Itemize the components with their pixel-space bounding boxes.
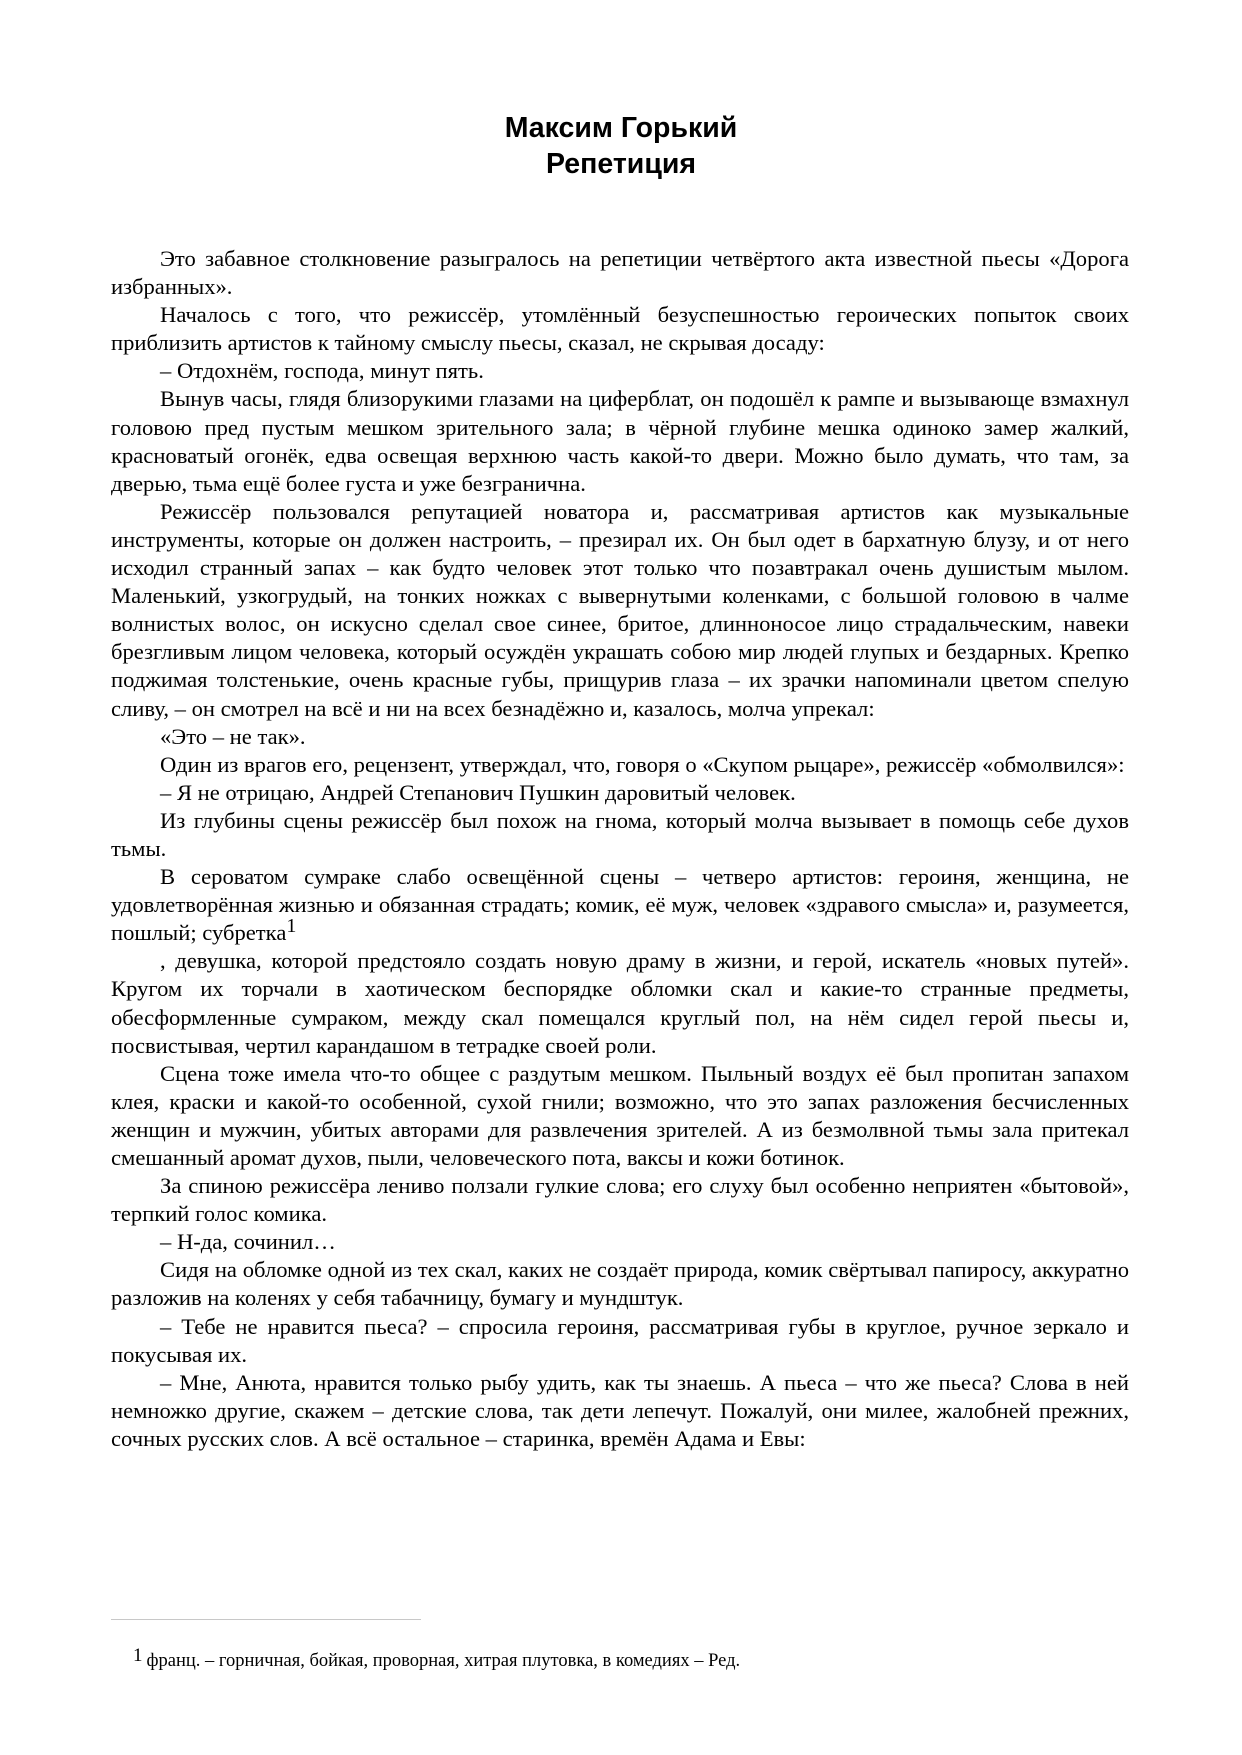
paragraph: – Я не отрицаю, Андрей Степанович Пушкин даровитый человек. (160, 779, 796, 805)
footnote-divider (111, 1619, 421, 1620)
paragraph: – Мне, Анюта, нравится только рыбу удить, как ты знаешь. А пьеса – что же пьеса? Слова в ней немножко другие, скажем – детские слова, так дети лепечут. Пожалуй, они милее, жалобней прежних, сочных русских слов. А всё остальное – старинка, времён Адама и Евы: (111, 1369, 1129, 1451)
paragraph: – Тебе не нравится пьеса? – спросила героиня, рассматривая губы в круглое, ручное зеркало и покусывая их. (111, 1313, 1129, 1367)
paragraph: Один из врагов его, рецензент, утверждал, что, говоря о «Скупом рыцаре», режиссёр «обмолвился»: (160, 751, 1125, 777)
work-title: Репетиция (546, 148, 696, 180)
paragraph: Вынув часы, глядя близорукими глазами на циферблат, он подошёл к рампе и вызывающе взмахнул головою пред пустым мешком зрительного зала; в чёрной глубине мешка одиноко замер жалкий, красноватый огонёк, едва освещая верхнюю часть какой-то двери. Можно было думать, что там, за дверью, тьма ещё более густа и уже безгранична. (111, 386, 1129, 496)
paragraph: Сидя на обломке одной из тех скал, каких не создаёт природа, комик свёртывал папиросу, аккуратно разложив на коленях у себя табачницу, бумагу и мундштук. (111, 1257, 1129, 1311)
footnote-mark: 1 (133, 1645, 143, 1666)
paragraph: За спиною режиссёра лениво ползали гулкие слова; его слуху был особенно неприятен «бытовой», терпкий голос комика. (111, 1173, 1129, 1227)
paragraph-text: В сероватом сумраке слабо освещённой сцены – четверо артистов: героиня, женщина, не удовлетворённая жизнью и обязанная страдать; комик, её муж, человек «здравого смысла» и, разумеется, пошлый; субретка (111, 864, 1129, 946)
paragraph: – Отдохнём, господа, минут пять. (160, 358, 484, 384)
paragraph: Началось с того, что режиссёр, утомлённый безуспешностью героических попыток своих приблизить артистов к тайному смыслу пьесы, сказал, не скрывая досаду: (111, 302, 1129, 356)
paragraph: Из глубины сцены режиссёр был похож на гнома, который молча вызывает в помощь себе духов тьмы. (111, 807, 1129, 861)
paragraph: Режиссёр пользовался репутацией новатора и, рассматривая артистов как музыкальные инструменты, которые он должен настроить, – презирал их. Он был одет в бархатную блузу, и от него исходил странный запах – как будто человек этот только что позавтракал очень душистым мылом. Маленький, узкогрудый, на тонких ножках с вывернутыми коленками, с большой головою в чалме волнистых волос, он искусно сделал свое синее, бритое, длинноносое лицо страдальческим, навеки брезгливым лицом человека, который осуждён украшать собою мир людей глупых и бездарных. Крепко поджимая толстенькие, очень красные губы, прищурив глаза – их зрачки напоминали цветом спелую сливу, – он смотрел на всё и ни на всех безнадёжно и, казалось, молча упрекал: (111, 498, 1129, 721)
author-name: Максим Горький (504, 112, 738, 144)
footnote-reference[interactable]: 1 (286, 915, 297, 938)
paragraph: Сцена тоже имела что-то общее с раздутым мешком. Пыльный воздух её был пропитан запахом клея, краски и какой-то особенной, сухой гнили; возможно, что это запах разложения бесчисленных женщин и мужчин, убитых авторами для развлечения зрителей. А из безмолвной тьмы зала притекал смешанный аромат духов, пыли, человеческого пота, ваксы и кожи ботинок. (111, 1060, 1129, 1170)
paragraph: Это забавное столкновение разыгралось на репетиции четвёртого акта известной пьесы «Дорога избранных». (111, 246, 1129, 300)
title-block (0, 110, 1242, 182)
paragraph: – Н-да, сочинил… (160, 1229, 336, 1255)
paragraph: , девушка, которой предстояло создать новую драму в жизни, и герой, искатель «новых путей». Кругом их торчали в хаотическом беспорядке обломки скал и какие-то странные предметы, обесформленные сумраком, между скал помещался круглый пол, на нём сидел герой пьесы и, посвистывая, чертил карандашом в тетрадке своей роли. (111, 948, 1129, 1058)
footnote (133, 1645, 1129, 1674)
paragraph: «Это – не так». (160, 723, 306, 749)
footnote-text: франц. – горничная, бойкая, проворная, хитрая плутовка, в комедиях – Ред. (146, 1651, 741, 1671)
body-text (111, 245, 1129, 1453)
paragraph-with-footnote (111, 863, 1129, 947)
